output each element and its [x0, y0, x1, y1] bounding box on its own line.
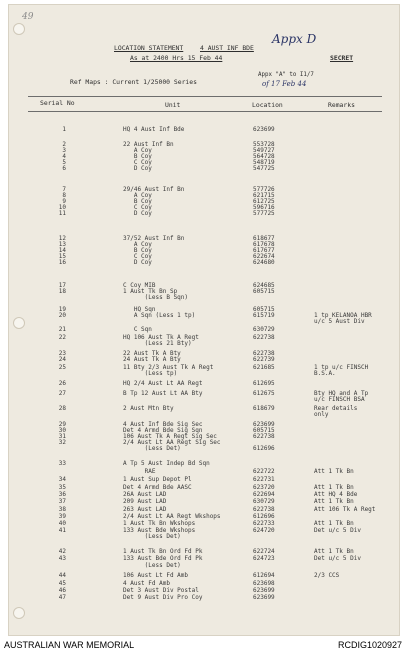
row-unit: D Coy [123, 210, 152, 217]
row-serial: 47 [58, 594, 66, 601]
row-location: 622738 [253, 334, 275, 341]
row-serial: 31 [58, 433, 66, 440]
row-serial: 22 [58, 334, 66, 341]
row-unit: Det 4 Armd Bde AASC [123, 484, 192, 491]
row-unit: (Less Det) [123, 533, 181, 540]
row-serial: 46 [58, 587, 66, 594]
row-location: 622731 [253, 476, 275, 483]
corner-mark: 49 [22, 12, 34, 22]
row-location: 615719 [253, 312, 275, 319]
row-location: 630729 [253, 326, 275, 333]
document-title: LOCATION STATEMENT [114, 44, 184, 52]
row-unit: 1 Aust Tk Bn Sp [123, 288, 178, 295]
row-location: 622722 [253, 468, 275, 475]
row-serial: 17 [58, 282, 66, 289]
row-serial: 7 [62, 186, 66, 193]
row-location: 630729 [253, 498, 275, 505]
row-location: 623699 [253, 587, 275, 594]
row-location: 624685 [253, 282, 275, 289]
row-location: 623699 [253, 421, 275, 428]
row-unit: 26A Aust LAD [123, 491, 167, 498]
row-serial: 5 [62, 159, 66, 166]
row-remarks: Att 1 Tk Bn [314, 520, 354, 527]
reference-maps: Ref Maps : Current 1/25000 Series [70, 78, 197, 86]
row-remarks: Att 1 Tk Bn [314, 484, 354, 491]
column-header-unit: Unit [165, 101, 181, 109]
row-unit: 106 Aust Lt Fd Amb [123, 572, 189, 579]
row-unit: 24 Aust Tk A Bty [123, 356, 181, 363]
row-remarks: B.S.A. [314, 370, 336, 377]
row-location: 605715 [253, 427, 275, 434]
row-remarks: Att 106 Tk A Regt [314, 506, 376, 513]
row-location: 596716 [253, 204, 275, 211]
row-unit: HQ Sqn [123, 306, 156, 313]
row-unit: HQ 2/4 Aust Lt AA Regt [123, 380, 203, 387]
row-unit: 22 Aust Tk A Bty [123, 350, 181, 357]
row-location: 622694 [253, 491, 275, 498]
row-remarks: Bty HQ and A Tp [314, 390, 369, 397]
row-serial: 8 [62, 192, 66, 199]
appendix-typed: Appx "A" to I1/7 [258, 72, 314, 78]
row-serial: 43 [58, 555, 66, 562]
row-serial: 26 [58, 380, 66, 387]
column-header-location: Location [252, 101, 283, 109]
row-location: 612695 [253, 380, 275, 387]
row-unit: B Coy [123, 153, 152, 160]
punch-hole [13, 23, 25, 35]
row-serial: 15 [58, 253, 66, 260]
row-unit: 4 Aust Inf Bde Sig Sec [123, 421, 203, 428]
row-serial: 19 [58, 306, 66, 313]
row-unit: A Coy [123, 147, 152, 154]
row-location: 621685 [253, 364, 275, 371]
as-at-line: As at 2400 Hrs 15 Feb 44 [130, 54, 223, 62]
row-location: 577725 [253, 210, 275, 217]
row-location: 624720 [253, 527, 275, 534]
row-unit: 133 Aust Bde Wkshops [123, 527, 196, 534]
row-remarks: 1 tp u/c FINSCH [314, 364, 369, 371]
row-unit: 106 Aust Tk A Regt Sig Sec [123, 433, 217, 440]
row-serial: 35 [58, 484, 66, 491]
row-remarks: u/c 5 Aust Div [314, 318, 365, 325]
row-serial: 9 [62, 198, 66, 205]
row-remarks: u/c FINSCH BSA [314, 396, 365, 403]
row-unit: C Coy MIB [123, 282, 156, 289]
row-serial: 32 [58, 439, 66, 446]
row-location: 605715 [253, 288, 275, 295]
row-remarks: Att 1 Tk Bn [314, 498, 354, 505]
row-serial: 2 [62, 141, 66, 148]
row-unit: B Coy [123, 198, 152, 205]
row-location: 621715 [253, 192, 275, 199]
row-serial: 44 [58, 572, 66, 579]
row-unit: (Less Det) [123, 445, 181, 452]
row-unit: D Coy [123, 165, 152, 172]
row-unit: RAE [123, 468, 156, 475]
row-unit: Det 4 Armd Bde Sig Sqn [123, 427, 203, 434]
row-location: 564728 [253, 153, 275, 160]
row-serial: 45 [58, 580, 66, 587]
row-unit: Det 9 Aust Div Pro Coy [123, 594, 203, 601]
appendix-date: of 17 Feb 44 [262, 80, 307, 88]
row-unit: D Coy [123, 259, 152, 266]
table-top-rule [28, 96, 382, 97]
row-unit: 209 Aust LAD [123, 498, 167, 505]
row-serial: 18 [58, 288, 66, 295]
row-location: 612696 [253, 445, 275, 452]
row-unit: A Tp 5 Aust Indep Bd Sqn [123, 460, 210, 467]
row-remarks: only [314, 411, 329, 418]
row-unit: 263 Aust LAD [123, 506, 167, 513]
row-location: 553728 [253, 141, 275, 148]
row-unit: 4 Aust Fd Amb [123, 580, 170, 587]
row-location: 622733 [253, 520, 275, 527]
row-location: 622674 [253, 253, 275, 260]
row-location: 548719 [253, 159, 275, 166]
row-serial: 33 [58, 460, 66, 467]
row-unit: A Coy [123, 192, 152, 199]
footer-archive-name: AUSTRALIAN WAR MEMORIAL [4, 640, 135, 650]
row-unit: 11 Bty 2/3 Aust Tk A Regt [123, 364, 214, 371]
row-serial: 12 [58, 235, 66, 242]
appendix-handwritten-label: Appx D [272, 32, 317, 46]
row-serial: 20 [58, 312, 66, 319]
row-location: 624723 [253, 555, 275, 562]
row-location: 622738 [253, 350, 275, 357]
row-serial: 11 [58, 210, 66, 217]
row-serial: 39 [58, 513, 66, 520]
row-location: 617678 [253, 241, 275, 248]
row-unit: 22 Aust Inf Bn [123, 141, 174, 148]
row-location: 547725 [253, 165, 275, 172]
row-serial: 4 [62, 153, 66, 160]
row-unit: (Less Det) [123, 562, 181, 569]
row-remarks: 1 tp KELANOA HBR [314, 312, 372, 319]
row-location: 622739 [253, 356, 275, 363]
punch-hole [13, 317, 25, 329]
row-serial: 3 [62, 147, 66, 154]
row-serial: 36 [58, 491, 66, 498]
row-unit: 29/46 Aust Inf Bn [123, 186, 185, 193]
row-remarks: Det u/c 5 Div [314, 555, 361, 562]
row-unit: C Sqn [123, 326, 152, 333]
row-location: 622738 [253, 433, 275, 440]
row-location: 612694 [253, 572, 275, 579]
row-remarks: Att HQ 4 Bde [314, 491, 358, 498]
row-remarks: 2/3 CCS [314, 572, 340, 579]
row-serial: 10 [58, 204, 66, 211]
row-serial: 13 [58, 241, 66, 248]
row-serial: 24 [58, 356, 66, 363]
row-location: 612725 [253, 198, 275, 205]
row-remarks: Att 1 Tk Bn [314, 468, 354, 475]
row-location: 612675 [253, 390, 275, 397]
row-unit: 133 Aust Bde Ord Fd Pk [123, 555, 203, 562]
punch-hole [13, 607, 25, 619]
row-serial: 34 [58, 476, 66, 483]
table-header-rule [28, 111, 382, 112]
row-unit: C Coy [123, 204, 152, 211]
row-location: 623699 [253, 594, 275, 601]
row-location: 624680 [253, 259, 275, 266]
row-unit: (Less 21 Bty) [123, 340, 192, 347]
row-location: 618677 [253, 235, 275, 242]
row-location: 549727 [253, 147, 275, 154]
classification-label: SECRET [330, 54, 354, 62]
row-unit: A Coy [123, 241, 152, 248]
row-serial: 28 [58, 405, 66, 412]
row-unit: 37/52 Aust Inf Bn [123, 235, 185, 242]
row-location: 623699 [253, 126, 275, 133]
row-remarks: Rear details [314, 405, 358, 412]
row-remarks: Att 1 Tk Bn [314, 548, 354, 555]
row-unit: HQ 4 Aust Inf Bde [123, 126, 185, 133]
row-unit: A Sqn (Less 1 tp) [123, 312, 196, 319]
row-unit: C Coy [123, 159, 152, 166]
row-location: 612696 [253, 513, 275, 520]
row-location: 605715 [253, 306, 275, 313]
row-serial: 30 [58, 427, 66, 434]
row-location: 622724 [253, 548, 275, 555]
row-serial: 1 [62, 126, 66, 133]
row-unit: 2/4 Aust Lt AA Regt Sig Sec [123, 439, 221, 446]
row-unit: 1 Aust Sup Depot Pl [123, 476, 192, 483]
footer-catalogue-id: RCDIG1020927 [337, 640, 402, 650]
column-header-serial: Serial No [40, 99, 75, 107]
row-unit: B Tp 12 Aust Lt AA Bty [123, 390, 203, 397]
row-unit: 1 Aust Tk Bn Ord Fd Pk [123, 548, 203, 555]
row-serial: 40 [58, 520, 66, 527]
row-serial: 16 [58, 259, 66, 266]
row-serial: 21 [58, 326, 66, 333]
row-location: 577726 [253, 186, 275, 193]
row-remarks: Det u/c 5 Div [314, 527, 361, 534]
row-serial: 29 [58, 421, 66, 428]
row-location: 623698 [253, 580, 275, 587]
row-serial: 38 [58, 506, 66, 513]
row-serial: 42 [58, 548, 66, 555]
row-serial: 25 [58, 364, 66, 371]
document-title-unit: 4 AUST INF BDE [200, 44, 254, 52]
row-unit: Det 3 Aust Div Postal [123, 587, 199, 594]
row-location: 618679 [253, 405, 275, 412]
row-serial: 41 [58, 527, 66, 534]
column-header-remarks: Remarks [328, 101, 355, 109]
footer-bar [0, 636, 406, 654]
row-serial: 6 [62, 165, 66, 172]
row-unit: 1 Aust Tk Bn Wkshops [123, 520, 196, 527]
row-serial: 14 [58, 247, 66, 254]
row-unit: (Less tp) [123, 370, 178, 377]
row-serial: 27 [58, 390, 66, 397]
row-unit: (Less B Sqn) [123, 294, 189, 301]
row-unit: C Coy [123, 253, 152, 260]
row-unit: 2 Aust Mtn Bty [123, 405, 174, 412]
row-unit: HQ 106 Aust Tk A Regt [123, 334, 199, 341]
row-serial: 23 [58, 350, 66, 357]
row-unit: B Coy [123, 247, 152, 254]
row-unit: 2/4 Aust Lt AA Regt Wkshops [123, 513, 221, 520]
row-serial: 37 [58, 498, 66, 505]
row-location: 617677 [253, 247, 275, 254]
row-location: 623720 [253, 484, 275, 491]
row-location: 622738 [253, 506, 275, 513]
